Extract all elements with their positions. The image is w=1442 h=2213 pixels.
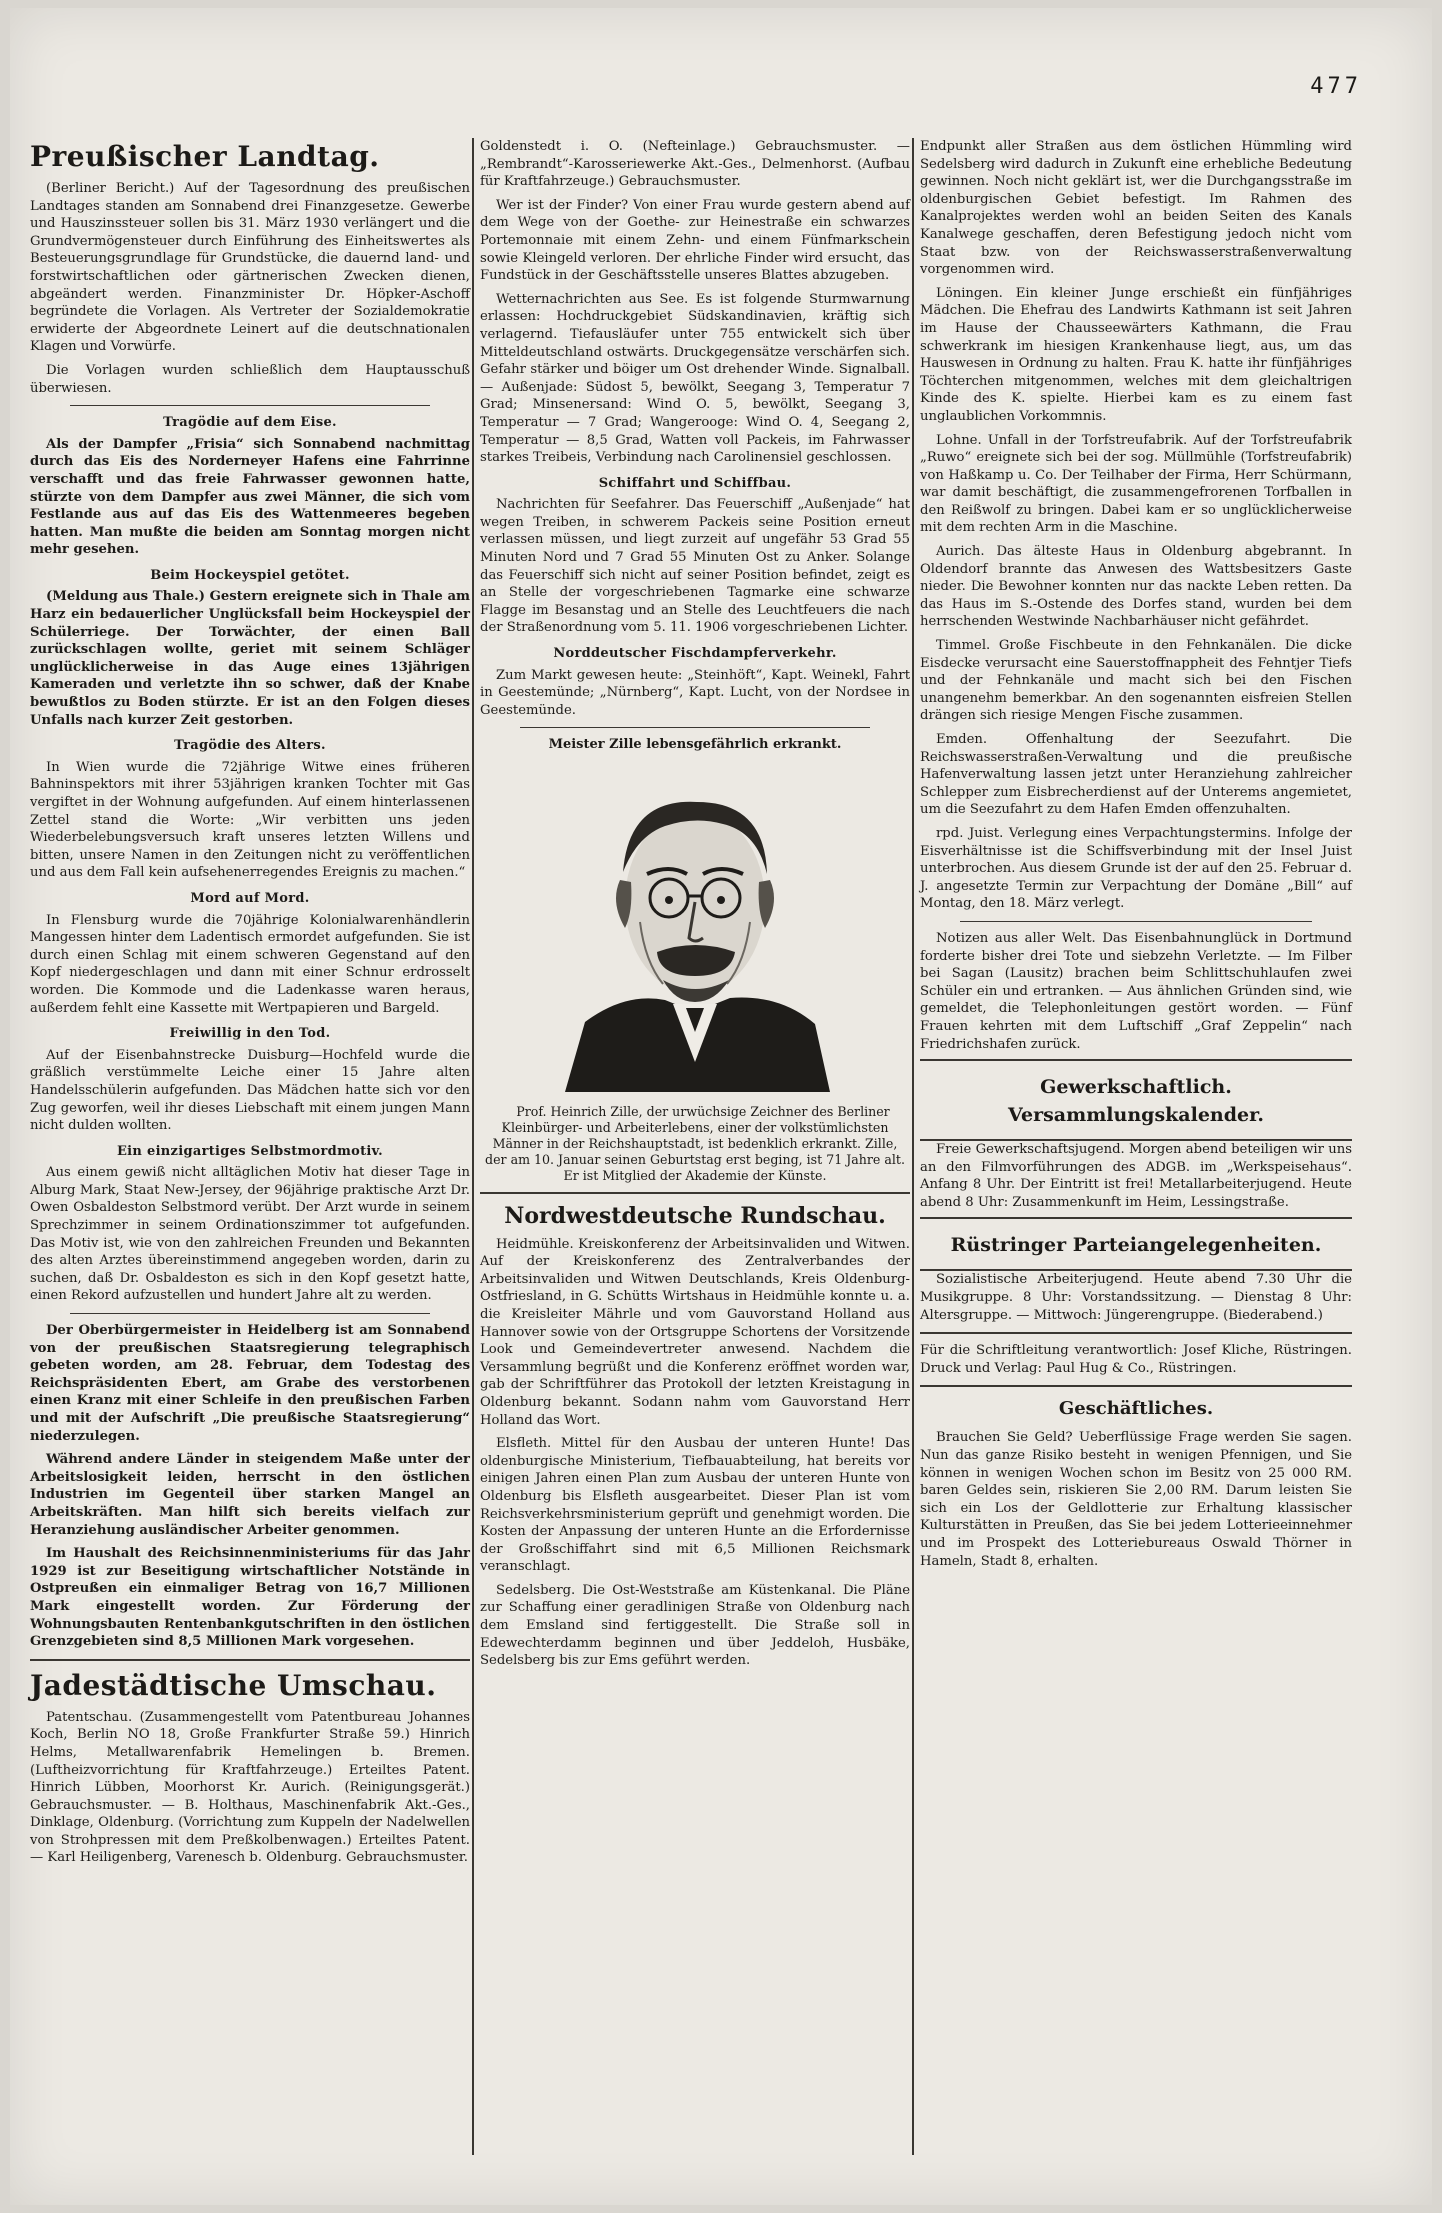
divider — [30, 1659, 470, 1661]
article-lohne: Lohne. Unfall in der Torfstreufabrik. Auf der Torfstreufabrik „Ruwo“ ereignete sich bei der sog. Müllmühle (Torfstreufabrik) von Haßkamp u. Co. Der Teilhaber der Firma, Herr Schürmann, war damit beschäftigt, die zusammengefrorenen Torfballen in den Reißwolf zu bringen. Dabei kam er so unglücklicherweise mit dem rechten Arm in die Maschine. — [920, 432, 1352, 536]
divider — [520, 727, 870, 728]
column-right — [920, 138, 1352, 1576]
article-wetter: Wetternachrichten aus See. Es ist folgende Sturmwarnung erlassen: Hochdruckgebiet Südskandinavien, kräftig sich verlagernd. Tiefausläufer unter 755 entwickelt sich über Mitteldeutschland ostwärts. Druckgegensätze verschärfen sich. Gefahr stärker und böiger um Ost drehender Winde. Signalball. — Außenjade: Südost 5, bewölkt, Seegang 3, Temperatur 7 Grad; Minsenersand: Wind O. 5, bewölkt, Seegang 3, Temperatur — 7 Grad; Wangerooge: Wind O. 4, Seegang 2, Temperatur — 8,5 Grad, Watten voll Packeis, im Fahrwasser starkes Treibeis, Verbindung nach Carolinensiel geschlossen. — [480, 291, 910, 466]
article-notizen: Notizen aus aller Welt. Das Eisenbahnunglück in Dortmund forderte bisher drei Tote und siebzehn Verletzte. — Im Filber bei Sagan (Lausitz) brachen beim Schlittschuhlaufen zwei Schüler ein und ertranken. — Aus ähnlichen Gründen sind, wie gemeldet, die Telephonleitungen gestört worden. — Fünf Frauen kehrten mit dem Luftschiff „Graf Zeppelin“ nach Friedrichshafen zurück. — [920, 930, 1352, 1052]
headline-rundschau: Nordwestdeutsche Rundschau. — [504, 1202, 886, 1229]
subhead-mord: Mord auf Mord. — [190, 890, 310, 906]
zille-portrait-image — [545, 762, 845, 1092]
headline-geschaeftliches: Geschäftliches. — [1058, 1398, 1214, 1420]
article-loeningen: Löningen. Ein kleiner Junge erschießt ein fünfjähriges Mädchen. Die Ehefrau des Landwirts Kathmann ist seit Jahren im Hause der Chausseewärters Kathmann, die Frau schwerkrank im hiesigen Krankenhause liegt, aus, um das Hauswesen in Ordnung zu halten. Frau K. hatte ihr fünfjähriges Töchterchen mitgenommen, welches mit dem gleichaltrigen Kinde des K. spielte. Hierbei kam es zu einem fast unglaublichen Vorkommnis. — [920, 285, 1352, 424]
article-aurich: Aurich. Das älteste Haus in Oldenburg abgebrannt. In Oldendorf brannte das Anwesen des Wattsbesitzers Gaste nieder. Die Bewohner konnten nur das nackte Leben retten. Da das Haus im S.-Ostende des Dorfes stand, wurden bei dem herrschenden Westwinde Nachbarhäuser nicht gefährdet. — [920, 544, 1352, 630]
section-gewerkschaft — [920, 1059, 1352, 1141]
article-selbstmord: Aus einem gewiß nicht alltäglichen Motiv hat dieser Tage in Alburg Mark, Staat New-Jersey, der 96jährige praktische Arzt Dr. Owen Osbaldeston Selbstmord verübt. Der Arzt wurde in seinem Sprechzimmer in seinem Ordinationszimmer tot aufgefunden. Das Motiv ist, wie von den zahlreichen Freunden und Bekannten des alten Arztes übereinstimmend angegeben worden, darin zu suchen, daß Dr. Osbaldeston es sich in den Kopf gesetzt hatte, einen Rekord aufzustellen und hundert Jahre alt zu werden. — [30, 1165, 470, 1304]
article-sedelsberg: Sedelsberg. Die Ost-Weststraße am Küstenkanal. Die Pläne zur Schaffung einer geradlinigen Straße von Oldenburg nach dem Emsland sind fertiggestellt. Die Straße soll in Edewechterdamm beginnen und über Jeddeloh, Husbäke, Sedelsberg bis zur Ems geführt werden. — [480, 1582, 910, 1669]
article-hockey: (Meldung aus Thale.) Gestern ereignete sich in Thale am Harz ein bedauerlicher Unglücksfall beim Hockeyspiel der Schülerriege. Der Torwächter, der einen Ball zurückschlagen wollte, geriet mit seinem Schläger unglücklicherweise in das Auge eines 13jährigen Kameraden und verletzte ihn so schwer, daß der Knabe bewußtlos zu Boden stürzte. Er ist an den Folgen dieses Unfalls nach kurzer Zeit gestorben. — [30, 589, 470, 728]
column-rule — [472, 138, 474, 2155]
article-finder: Wer ist der Finder? Von einer Frau wurde gestern abend auf dem Wege von der Goethe- zur Heinestraße ein schwarzes Portemonnaie mit einem Zehn- und einem Fünfmarkschein sowie Kleingeld verloren. Der ehrliche Finder wird ersucht, das Fundstück in der Geschäftsstelle unseres Blattes abzugeben. — [480, 197, 910, 284]
article-seefahrer: Nachrichten für Seefahrer. Das Feuerschiff „Außenjade“ hat wegen Treiben, in schwerem Packeis seine Position erneut verlassen müssen, und liegt zurzeit auf ungefähr 53 Grad 55 Minuten Nord und 7 Grad 55 Minuten Ost zu Anker. Solange das Feuerschiff sich nicht auf seiner Position befindet, zeigt es an Stelle der vorgeschriebenen Tagmarke eine schwarze Flagge im Besanstag und an Stelle des Leuchtfeuers die nach der Straßenordnung vom 5. 11. 1906 vorgeschriebenen Lichter. — [480, 497, 910, 636]
headline-gewerkschaft: Gewerkschaftlich. Versammlungskalender. — [1008, 1076, 1264, 1127]
article-fischdampfer: Zum Markt gewesen heute: „Steinhöft“, Kapt. Weinekl, Fahrt in Geestemünde; „Nürnberg“, Kapt. Lucht, von der Nordsee in Geestemünde. — [480, 667, 910, 718]
article-timmel: Timmel. Große Fischbeute in den Fehnkanälen. Die dicke Eisdecke verursacht eine Sauerstoffnappheit des Fehntjer Tiefs und der Fehnkanäle und macht sich bei den Fischen unangenehm bemerkbar. An den sogenannten eisfreien Stellen drängen sich riesige Mengen Fische zusammen. — [920, 638, 1352, 724]
article-eis: Als der Dampfer „Frisia“ sich Sonnabend nachmittag durch das Eis des Norderneyer Hafens eine Fahrrinne verschafft und das freie Fahrwasser gewonnen hatte, stürzte von dem Dampfer aus zwei Männer, die sich vom Festlande aus auf das Eis des Wattenmeeres begeben hatten. Man mußte die beiden am Sonntag morgen nicht mehr gesehen. — [30, 436, 470, 558]
page-number: 477 — [1310, 74, 1362, 99]
article-partei: Sozialistische Arbeiterjugend. Heute abend 7.30 Uhr die Musikgruppe. 8 Uhr: Vorstandssitzung. — Dienstag 8 Uhr: Altersgruppe. — Mittwoch: Jüngerengruppe. (Biederabend.) — [920, 1272, 1352, 1323]
divider — [70, 1313, 430, 1314]
column-middle — [480, 138, 910, 1676]
article-haushalt: Im Haushalt des Reichsinnenministeriums für das Jahr 1929 ist zur Beseitigung wirtschaftlicher Notstände in Ostpreußen ein einmaliger Betrag von 16,7 Millionen Mark eingestellt worden. Zur Förderung der Wohnungsbauten Rentenbankgutschriften in den östlichen Grenzgebieten sind 8,5 Millionen Mark vorgesehen. — [30, 1546, 470, 1650]
subhead-schiffahrt: Schiffahrt und Schiffbau. — [598, 475, 792, 491]
article-emden: Emden. Offenhaltung der Seezufahrt. Die Reichswasserstraßen-Verwaltung und die preußische Hafenverwaltung lassen jetzt unter Heranziehung zahlreicher Schlepper zum Eisbrecherdienst auf der Unterems angemietet, um die Seezufahrt zu dem Hafen Emden offenzuhalten. — [920, 732, 1352, 818]
article-alter: In Wien wurde die 72jährige Witwe eines früheren Bahninspektors mit ihrer 53jährigen kranken Tochter mit Gas vergiftet in der Wohnung aufgefunden. Auf einem hinterlassenen Zettel stand die Worte: „Wir verbitten uns jeden Wiederbelebungsversuch kraft unseres letzten Willens und bitten, unsere Namen in den Zeitungen nicht zu veröffentlichen und aus dem Fall kein aufsehenerregendes Ereignis zu machen.“ — [30, 759, 470, 881]
article-heidmuehle: Heidmühle. Kreiskonferenz der Arbeitsinvaliden und Witwen. Auf der Kreiskonferenz des Zentralverbandes der Arbeitsinvaliden und Witwen Deutschlands, Kreis Oldenburg-Ostfriesland, in G. Schütts Wirtshaus in Heidmühle konnte u. a. die Kreisleiter Mährle und vom Gauvorstand Holland aus Hannover sowie von der Ortsgruppe Schortens der Vorsitzende Look und Gemeindevertreter anwesend. Nachdem die Versammlung begrüßt und die Konferenz eröffnet worden war, gab der Schriftführer das Protokoll der letzten Kreistagung in Oldenburg bekannt. Sodann nahm vom Gauvorstand Herr Holland das Wort. — [480, 1236, 910, 1428]
article-elsfleth: Elsfleth. Mittel für den Ausbau der unteren Hunte! Das oldenburgische Ministerium, Tiefbauabteilung, hat bereits vor einigen Jahren einen Plan zum Ausbau der unteren Hunte von Oldenburg bis Elsfleth ausgearbeitet. Dieser Plan ist vom Reichsverkehrsministerium geprüft und genehmigt worden. Die Kosten der Anpassung der unteren Hunte an die Erfordernisse der Großschiffahrt sind mit 6,5 Millionen Reichsmark veranschlagt. — [480, 1436, 910, 1575]
divider — [70, 405, 430, 406]
subhead-hockey: Beim Hockeyspiel getötet. — [150, 567, 350, 583]
subhead-fischdampfer: Norddeutscher Fischdampferverkehr. — [553, 646, 837, 662]
headline-landtag: Preußischer Landtag. — [30, 140, 380, 173]
article-gewerkschaft: Freie Gewerkschaftsjugend. Morgen abend beteiligen wir uns an den Filmvorführungen des ADGB. im „Werkspeisehaus“. Anfang 8 Uhr. Der Eintritt ist frei! Metallarbeiterjugend. Heute abend 8 Uhr: Zusammenkunft im Heim, Lessingstraße. — [920, 1142, 1352, 1210]
portrait-illustration — [545, 762, 845, 1098]
article-oberbuergermeister: Der Oberbürgermeister in Heidelberg ist am Sonnabend von der preußischen Staatsregierung telegraphisch gebeten worden, am 28. Februar, dem Todestag des Reichspräsidenten Ebert, am Grabe des verstorbenen einen Kranz mit einer Schleife in den preußischen Farben und mit der Aufschrift „Die preußische Staatsregierung“ niederzulegen. — [30, 1323, 470, 1444]
article-mord: In Flensburg wurde die 70jährige Kolonialwarenhändlerin Mangessen hinter dem Ladentisch ermordet aufgefunden. Sie ist durch einen Schlag mit einem schweren Gegenstand auf den Kopf niedergeschlagen und dann mit einer Schnur erdrosselt worden. Die Kommode und die Ladenkasse waren heraus, außerdem fehlt eine Kassette mit Wertpapieren und Bargeld. — [30, 912, 470, 1016]
subhead-selbstmord: Ein einzigartiges Selbstmordmotiv. — [116, 1143, 384, 1159]
headline-partei: Rüstringer Parteiangelegenheiten. — [950, 1234, 1322, 1257]
article-patentschau: Patentschau. (Zusammengestellt vom Patentbureau Johannes Koch, Berlin NO 18, Große Frankfurter Straße 59.) Hinrich Helms, Metallwarenfabrik Hemelingen b. Bremen. (Luftheizvorrichtung für Kraftfahrzeuge.) Erteiltes Patent. Hinrich Lübben, Moorhorst Kr. Aurich. (Reinigungsgerät.) Gebrauchsmuster. — B. Holthaus, Maschinenfabrik Akt.-Ges., Dinklage, Oldenburg. (Vorrichtung zum Kuppeln der Nadelwellen von Strohpressen mit dem Preßkolbenwagen.) Erteiltes Patent. — Karl Heiligenberg, Varenesch b. Oldenburg. Gebrauchsmuster. — [30, 1709, 470, 1866]
imprint: Für die Schriftleitung verantwortlich: Josef Kliche, Rüstringen. Druck und Verlag: Paul Hug & Co., Rüstringen. — [920, 1343, 1352, 1376]
article-sedelsberg-cont: Endpunkt aller Straßen aus dem östlichen Hümmling wird Sedelsberg wird dadurch in Zukunft eine erhebliche Bedeutung gewinnen. Noch nicht geklärt ist, wer die Durchgangsstraße im oldenburgischen Gebiet befestigt. Im Rahmen des Kanalprojektes werden wohl an beiden Seiten des Kanals Kanalwege geschaffen, deren Befestigung jedoch nicht vom Staat bzw. von der Reichswasserstraßenverwaltung vorgenommen wird. — [920, 139, 1352, 278]
column-rule — [912, 138, 914, 2155]
newspaper-page — [10, 8, 1432, 2205]
article-landtag: (Berliner Bericht.) Auf der Tagesordnung des preußischen Landtages standen am Sonnabend drei Finanzgesetze. Gewerbe und Hauszinssteuer sollen bis 31. März 1930 verlängert und die Grundvermögensteuer durch Einführung des Einheitswertes als Besteuerungsgrundlage für Grundstücke, die dauernd land- und forstwirtschaftlichen oder gärtnerischen Zwecken dienen, abgeändert werden. Finanzminister Dr. Höpker-Aschoff begründete die Vorlagen. Als Vertreter der Sozialdemokratie erwiderte der Abgeordnete Leinert auf die deutschnationalen Klagen und Vorwürfe. — [30, 181, 470, 355]
article-arbeitskraefte: Während andere Länder in steigendem Maße unter der Arbeitslosigkeit leiden, herrscht in den östlichen Industrien im Gegenteil über starken Mangel an Arbeitskräften. Man hilft sich bereits vielfach zur Heranziehung ausländischer Arbeiter genommen. — [30, 1452, 470, 1538]
headline-umschau: Jadestädtische Umschau. — [30, 1668, 437, 1702]
article-geschaeftliches: Brauchen Sie Geld? Ueberflüssige Frage werden Sie sagen. Nun das ganze Risiko besteht in wenigen Pfennigen, und Sie können in wenigen Wochen schon im Besitz von 25 000 RM. baren Geldes sein, riskieren Sie 2,00 RM. Darum leisten Sie sich ein Los der Geldlotterie zur Erhaltung klassischer Kulturstätten in Preußen, das Sie bei jedem Lotterieeinnehmer und im Prospekt des Lotteriebureaus Oswald Thörner in Hameln, Stadt 8, erhalten. — [920, 1430, 1352, 1569]
article-juist: rpd. Juist. Verlegung eines Verpachtungstermins. Infolge der Eisverhältnisse ist die Schiffsverbindung mit der Insel Juist unterbrochen. Aus diesem Grunde ist der auf den 25. Februar d. J. angesetzte Termin zur Verpachtung der Domäne „Bill“ auf Montag, den 18. März verlegt. — [920, 825, 1352, 912]
article-freitod: Auf der Eisenbahnstrecke Duisburg—Hochfeld wurde die gräßlich verstümmelte Leiche einer 15 Jahre alten Handelsschülerin aufgefunden. Das Mädchen hatte sich vor den Zug geworfen, weil ihr dieses Liebschaft mit einem jungen Mann nicht dulden wollten. — [30, 1047, 470, 1134]
article-landtag-end: Die Vorlagen wurden schließlich dem Hauptausschuß überwiesen. — [30, 362, 470, 396]
photo-caption: Prof. Heinrich Zille, der urwüchsige Zeichner des Berliner Kleinbürger- und Arbeiterlebens, einer der volkstümlichsten Männer in der Reichshauptstadt, ist bedenklich erkrankt. Zille, der am 10. Januar seinen Geburtstag erst beging, ist 71 Jahre alt. Er ist Mitglied der Akademie der Künste. — [485, 1103, 905, 1183]
column-left — [30, 138, 470, 1873]
divider — [960, 921, 1312, 922]
subhead-freitod: Freiwillig in den Tod. — [169, 1026, 331, 1042]
subhead-alter: Tragödie des Alters. — [174, 738, 326, 754]
subhead-eis: Tragödie auf dem Eise. — [163, 415, 337, 431]
article-patent-cont: Goldenstedt i. O. (Nefteinlage.) Gebrauchsmuster. — „Rembrandt“-Karosseriewerke Akt.-Ges., Delmenhorst. (Aufbau für Kraftfahrzeuge.) Gebrauchsmuster. — [480, 139, 910, 190]
photo-headline: Meister Zille lebensgefährlich erkrankt. — [548, 737, 842, 753]
divider — [920, 1385, 1352, 1387]
divider — [920, 1332, 1352, 1334]
divider — [480, 1192, 910, 1194]
section-partei — [920, 1217, 1352, 1271]
